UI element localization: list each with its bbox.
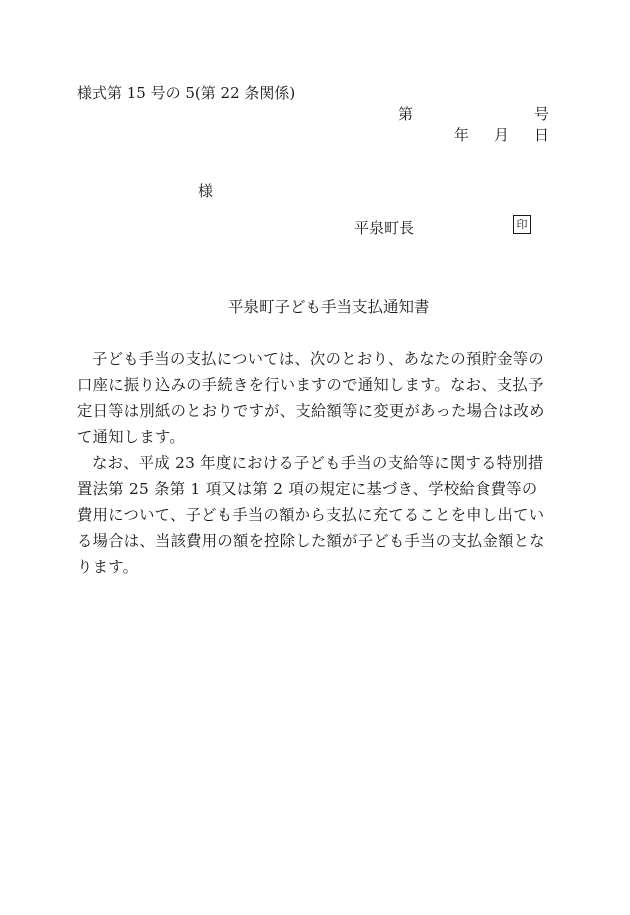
issuer-name: 平泉町長 xyxy=(354,219,415,237)
date-year-label: 年 xyxy=(454,126,470,144)
date-day-label: 日 xyxy=(534,126,550,144)
date-month-label: 月 xyxy=(494,126,510,144)
form-number: 様式第 15 号の 5(第 22 条関係) xyxy=(77,84,296,102)
notice-paragraph: 子ども手当の支払については、次のとおり、あなたの預貯金等の口座に振り込みの手続きを行いますので通知します。なお、支払予定日等は別紙のとおりですが、支給額等に変更があった場合は改めて通知します。 xyxy=(77,350,545,446)
doc-number-prefix: 第 xyxy=(398,105,414,123)
seal-mark: 印 xyxy=(513,215,531,234)
addressee-suffix: 様 xyxy=(198,182,214,200)
document-title: 平泉町子ども手当支払通知書 xyxy=(228,298,430,316)
notice-paragraph: なお、平成 23 年度における子ども手当の支給等に関する特別措置法第 25 条第 1 項又は第 2 項の規定に基づき、学校給食費等の費用について、子ども手当の額から支払に充てることを申し出ている場合は、当該費用の額を控除した額が子ども手当の支払金額となります。 xyxy=(77,454,545,576)
notice-body xyxy=(77,346,552,580)
doc-number-suffix: 号 xyxy=(534,105,550,123)
